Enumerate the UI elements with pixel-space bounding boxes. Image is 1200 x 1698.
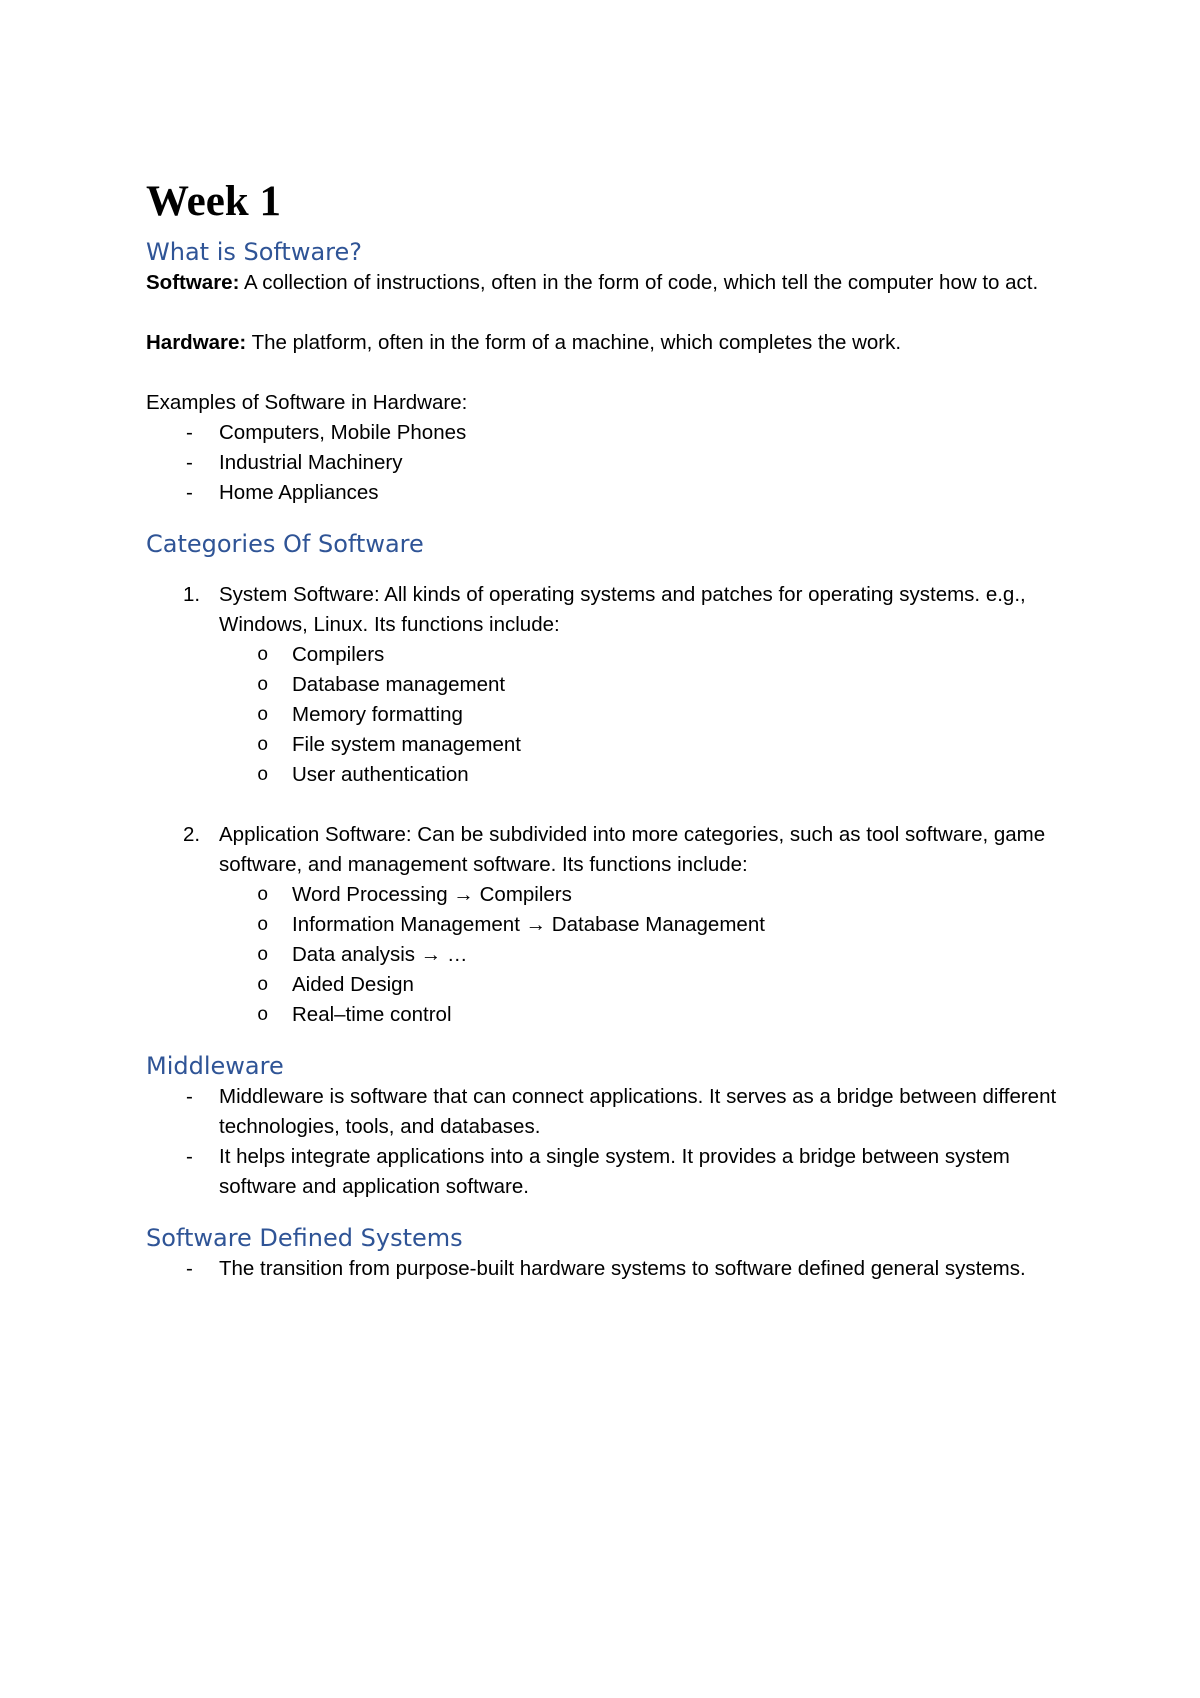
list-item-text: It helps integrate applications into a single system. It provides a bridge between system software and application software.: [219, 1145, 1010, 1198]
dash-bullet: -: [186, 481, 193, 504]
list-item: [146, 418, 1066, 448]
sub-list-text-right: Database Management: [546, 913, 765, 936]
spacer: [146, 1202, 1066, 1222]
arrow-right-icon: →: [420, 943, 442, 966]
heading-software-defined-systems: Software Defined Systems: [146, 1224, 463, 1252]
circle-bullet: o: [257, 704, 269, 726]
sub-list-item: [146, 970, 1066, 1000]
sub-list-text: [219, 1000, 1066, 1030]
hardware-definition-text: The platform, often in the form of a machine, which completes the work.: [246, 331, 902, 354]
sub-list-text-right: …: [441, 943, 468, 966]
sub-list-item: [146, 910, 1066, 940]
examples-list: [146, 418, 1066, 508]
categories-list: [146, 580, 1066, 640]
dash-bullet: -: [186, 451, 193, 474]
circle-bullet: o: [257, 914, 269, 936]
list-item: [146, 1142, 1066, 1202]
sub-list-text: [219, 970, 1066, 1000]
software-definition-text: A collection of instructions, often in the form of code, which tell the computer how to act.: [239, 271, 1039, 294]
sub-list-text-left: Information Management: [292, 913, 526, 936]
system-software-functions: [146, 640, 1066, 790]
heading-what-is-software: What is Software?: [146, 238, 363, 266]
circle-bullet: o: [257, 764, 269, 786]
spacer: [146, 508, 1066, 528]
sub-list-item: [146, 940, 1066, 970]
circle-bullet: o: [257, 884, 269, 906]
dash-bullet: -: [186, 1257, 193, 1280]
category-item-system-software: [146, 580, 1066, 640]
software-definition: [146, 268, 1066, 298]
document-content: [146, 170, 1066, 1284]
sub-list-text-right: Compilers: [473, 883, 572, 906]
category-text: Application Software: Can be subdivided into more categories, such as tool software, game software, and management software. Its functions include:: [219, 823, 1046, 876]
sub-list-text: Database management: [292, 673, 506, 696]
spacer: [146, 298, 1066, 328]
sub-list-text-left: Word Processing: [292, 883, 454, 906]
sub-list-text: [219, 880, 1066, 910]
sub-list-item: [146, 700, 1066, 730]
sub-list-text: Compilers: [292, 643, 385, 666]
sub-list-item: [146, 640, 1066, 670]
spacer: [146, 1030, 1066, 1050]
circle-bullet: o: [257, 944, 269, 966]
sub-list-text: User authentication: [292, 763, 469, 786]
sub-list-text-left: Real–time control: [292, 1003, 452, 1026]
dash-bullet: -: [186, 1145, 193, 1168]
hardware-definition: [146, 328, 1066, 358]
arrow-right-icon: →: [525, 913, 547, 936]
category-item-application-software: [146, 820, 1066, 880]
sub-list-text: [219, 910, 1066, 940]
list-number: 1.: [183, 583, 201, 606]
sub-list-item: [146, 760, 1066, 790]
examples-intro: Examples of Software in Hardware:: [146, 391, 468, 414]
sub-list-text: [219, 940, 1066, 970]
spacer: [146, 560, 1066, 580]
circle-bullet: o: [257, 644, 269, 666]
list-item-text: The transition from purpose-built hardware systems to software defined general systems.: [219, 1257, 1026, 1280]
arrow-right-icon: →: [453, 883, 474, 906]
list-item: [146, 478, 1066, 508]
sub-list-item: [146, 880, 1066, 910]
circle-bullet: o: [257, 1004, 269, 1026]
list-item-text: Home Appliances: [219, 481, 379, 504]
circle-bullet: o: [257, 974, 269, 996]
sub-list-text-left: Aided Design: [292, 973, 414, 996]
list-item-text: Industrial Machinery: [219, 451, 403, 474]
dash-bullet: -: [186, 421, 193, 444]
hardware-term: Hardware:: [146, 331, 247, 354]
list-item: [146, 1254, 1066, 1284]
page-title: Week 1: [146, 178, 281, 225]
application-software-functions: [146, 880, 1066, 1030]
circle-bullet: o: [257, 674, 269, 696]
sub-list-item: [146, 670, 1066, 700]
list-item-text: Middleware is software that can connect applications. It serves as a bridge between different technologies, tools, and databases.: [219, 1085, 1057, 1138]
heading-middleware: Middleware: [146, 1052, 284, 1080]
categories-list: [146, 820, 1066, 880]
spacer: [146, 358, 1066, 388]
sub-list-text: Memory formatting: [292, 703, 463, 726]
list-item: [146, 448, 1066, 478]
circle-bullet: o: [257, 734, 269, 756]
heading-categories: Categories Of Software: [146, 530, 424, 558]
list-item: [146, 1082, 1066, 1142]
sub-list-item: [146, 730, 1066, 760]
middleware-list: [146, 1082, 1066, 1202]
sds-list: [146, 1254, 1066, 1284]
software-term: Software:: [146, 271, 240, 294]
spacer: [146, 790, 1066, 820]
sub-list-text: File system management: [292, 733, 522, 756]
list-number: 2.: [183, 823, 201, 846]
list-item-text: Computers, Mobile Phones: [219, 421, 467, 444]
category-text: System Software: All kinds of operating systems and patches for operating systems. e.g., Windows, Linux. Its functions include:: [219, 583, 1026, 636]
sub-list-text-left: Data analysis: [292, 943, 421, 966]
sub-list-item: [146, 1000, 1066, 1030]
dash-bullet: -: [186, 1085, 193, 1108]
